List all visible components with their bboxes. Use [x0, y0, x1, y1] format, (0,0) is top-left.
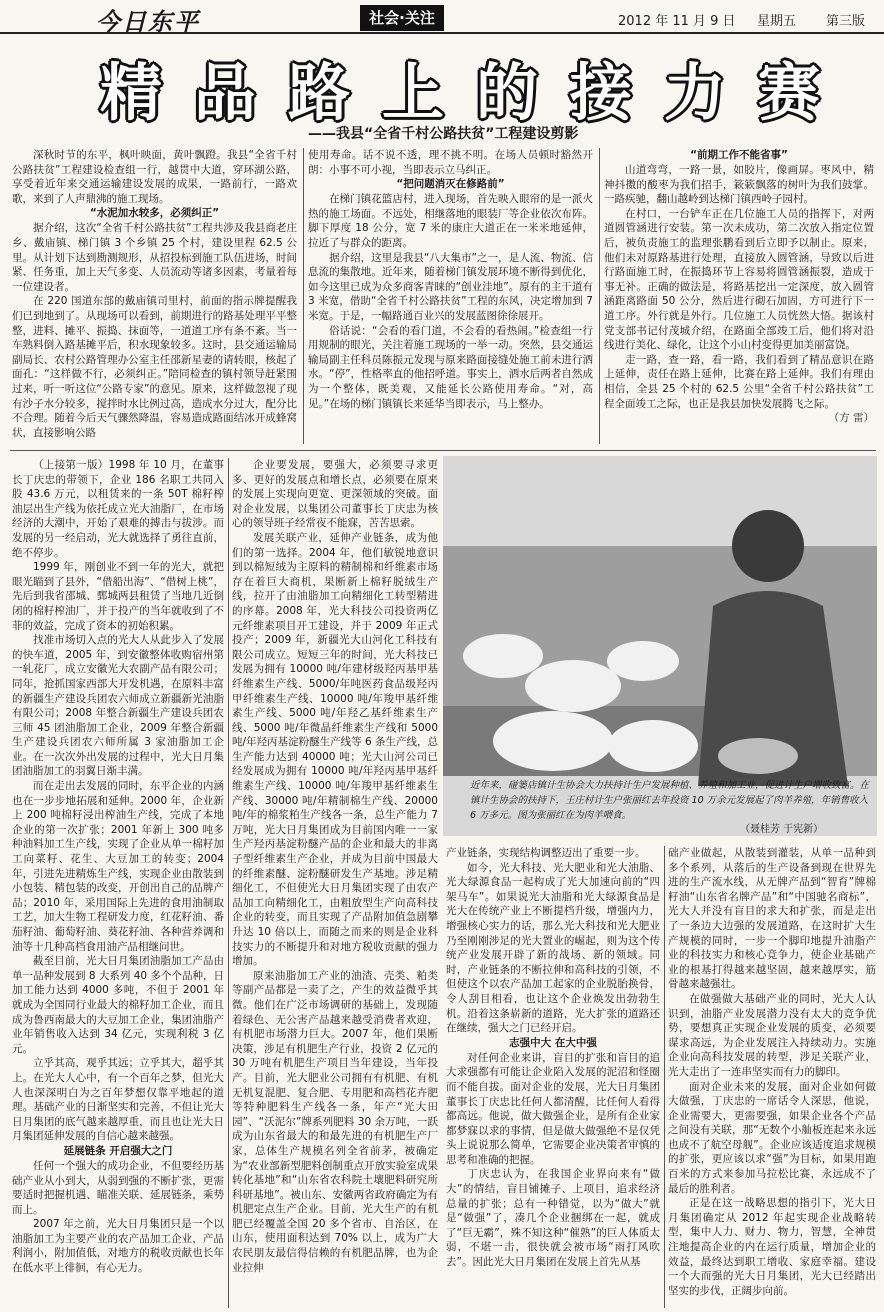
subsection-heading: 志强中大 在大中强: [509, 1036, 597, 1049]
subsection-heading: “水泥加水较多，必须纠正”: [89, 207, 220, 220]
paragraph: 找准市场切入点的光大人从此步入了发展的快车道，2005 年，到安徽整体收购宿州第一轧花厂，成立安徽光大农副产品有限公司；同年，抢抓国家西部大开发机遇，在原料丰富的新疆生产建设兵团农六师成立新疆新光油脂有限公司；2008 年整合新疆生产建设兵团农三师 45 团油脂加工企业，2009 年整合新疆生产建设兵团农六师所属 3 家油脂加工企业。在一次次外出发展的过程中，光大日月集团油脂加工的羽翼日渐丰满。: [12, 634, 224, 778]
paragraph: 据介绍，这里是我县“八大集市”之一，是人流、物流、信息流的集散地。近年来，随着梯门镇发展环境不断得到优化，如今这里已成为众多商客青睐的“创业洼地”。原有的主干道有 3 米宽，借助“全省千村公路扶贫”工程的东风，决定增加到 7 米宽。于是，一幅路通百业兴的发展蓝图徐徐展开。: [308, 251, 593, 322]
newspaper-logo: 今日东平: [96, 7, 200, 36]
photo-caption: 近年来，碰篓店镇计生协会大力扶持计生户发展种植、养殖和加工业，促进计生户增收致富。在镇计生协会的扶持下，王庄村计生户张丽红去年投资 10 万余元发展起了肉羊养殖，年销售收入 6 万多元。图为张丽红在为肉羊喂食。: [470, 780, 870, 821]
paragraph: 正是在这一战略思想的指引下，光大日月集团确定从 2012 年起实现企业战略转型，集中人力、财力、物力，智慧，全神贯注地提高企业的内在运行质量，增加企业的效益，最终达到职工增收、家庭幸福。建设一个大而强的光大日月集团，光大已经踏出坚实的步伐，正阔步向前。: [668, 1197, 876, 1297]
paragraph: 而在走出去发展的同时，东平企业的内涵也在一步步地拓展和延伸。2000 年，企业新上 200 吨棉籽浸出榨油生产线，完成了本地企业的第一次扩张；2001 年新上 300 吨多种油料加工生产线，实现了企业从单一棉籽加工向菜籽、花生、大豆加工的转变；2004 年，引进先进精炼生产线，实现企业由散装到小包装、精包装的改变，开创出自己的品牌产品；2010 年，采用国际上先进的食用油制取工艺，加大生物工程研发力度，红花籽油、番茄籽油、葡萄籽油、葵花籽油、各种营养调和油等十几种高档食用油产品相继问世。: [12, 780, 224, 953]
page-number: 第三版: [826, 14, 866, 29]
column-rule: [599, 148, 600, 444]
article-column: [668, 846, 876, 1308]
paragraph: 立乎其高，观乎其远；立乎其大，超乎其上。在光大人心中，有一个百年之梦，但光大人也深深明白为之百年梦想仅靠平地起的道理。基础产业的日渐坚实和完善，不但让光大日月集团的底气越来越厚重，而且也让光大日月集团延伸发展的自信心越来越强。: [12, 1057, 224, 1143]
paragraph: 走一路，查一路，看一路，我们看到了精品意识在路上延伸，责任在路上延伸，比赛在路上延伸。我们有理由相信，全县 25 个村的 62.5 公里“全省千村公路扶贫”工程全面竣工之际，也正是我县加快发展腾飞之际。: [604, 353, 874, 410]
paragraph: 在做强做大基础产业的同时，光大人认识到，油脂产业发展潜力没有太大的竞争优势，要想真正实现企业发展的质变，必须要谋求高远，为企业发展注入持续动力。实施企业向高科技发展的转型，涉足关联产业，光大走出了一连串坚实而有力的脚印。: [668, 992, 876, 1078]
column-rule: [664, 846, 665, 1308]
paragraph: 1999 年，刚创业不到一年的光大，就把眼光瞄到了县外，“借船出海”、“借树上桃”，先后到我省邵城、鄄城两县租赁了当地几近倒闭的棉籽榨油厂，并于投产的当年就收到了不菲的效益，完成了资本的初始积累。: [12, 561, 224, 632]
issue-weekday: 星期五: [757, 14, 797, 29]
paragraph: 发展关联产业，延伸产业链条，成为他们的第一选择。2004 年，他们敏锐地意识到以棉短绒为主原料的精制棉和纤维素市场存在着巨大商机，果断新上棉籽脱绒生产线，拉开了由油脂加工向精细化工转型精进的序幕。2008 年，光大科技公司投资两亿元纤维素项目开工建设，并于 2009 年正式投产；2009 年，新疆光大山河化工科技有限公司成立。短短三年的时间，光大科技已发展为拥有 10000 吨/年建材级羟丙基甲基纤维素生产线、5000/年吨医药食品级羟丙甲纤维素生产线、10000 吨/年羧甲基纤维素生产线、5000 吨/年羟乙基纤维素生产线、5000 吨/年微晶纤维素生产线和 5000 吨/年羟丙基淀粉醚生产线等 6 条生产线，总生产能力达到 40000 吨；光大山河公司已经发展成为拥有 10000 吨/年羟丙基甲基纤维素生产线、10000 吨/年羧甲基纤维素生产线、30000 吨/年精制棉生产线、20000 吨/年的棉浆粕生产线各一条，总生产能力 7 万吨，光大日月集团成为目前国内唯一一家生产羟丙基淀粉醚产品的企业和最大的非离子型纤维素生产企业，并成为目前中国最大的纤维素醚、淀粉醚研发生产基地。涉足精细化工，不但使光大日月集团实现了由农产品加工向精细化工，由粗放型生产向高科技企业的转变，而且实现了产品附加值急剧攀升达 10 倍以上，而随之而来的则是企业科技实力的不断提升和对地方税收贡献的强力增加。: [232, 531, 438, 968]
section-divider: [10, 450, 876, 451]
headline-char: 力: [663, 56, 726, 129]
paragraph: 在梯门镇花篮店村，进入现场，首先映入眼帘的是一派火热的施工场面。不远处，相继落地的眼装厂等企业依次布阵。脚下厚度 18 公分，宽 7 米的康庄大道正在一米米地延伸，拉近了与群众的距离。: [308, 193, 593, 249]
headline-char: 上: [381, 56, 444, 129]
headline-char: 的: [475, 56, 538, 129]
column-rule: [228, 458, 229, 1308]
paragraph: 山道弯弯，一路一景，如胶片，像画屏。枣风中，精神抖擞的酸枣为我们招手，簌簌飘落的树叶为我们鼓掌。一路疾驰，翻山越岭到达梯门镇西岭子园村。: [604, 164, 874, 206]
photo-credit: （聂桂芳 于宪新）: [740, 824, 824, 835]
article-column: [308, 148, 593, 444]
article-column: [232, 458, 438, 1308]
paragraph: 任何一个强大的成功企业，不但要经历基础产业从小到大，从弱到强的不断扩张，更需要适时把握机遇、瞄准关联、延展链条，乘势而上。: [12, 1159, 224, 1216]
article-column: [12, 458, 224, 1308]
paragraph: （上接第一版）1998 年 10 月，在董事长丁庆忠的带领下，企业 186 名职工共同入股 43.6 万元，以租赁来的一条 50T 棉籽榨油层出生产线为依托成立光大油脂厂，在市场经济的大潮中，开始了艰难的搏击与拔涉。而发展的另一经启动，光大就选择了勇往直前，绝不停步。: [12, 459, 224, 559]
paragraph: 截至目前，光大日月集团油脂加工产品由单一品种发展到 8 大系列 40 多个个品种，日加工能力达到 4000 多吨，不但于 2001 年就成为全国同行业最大的棉籽加工企业，而且成为鲁西南最大的大豆加工企业，集团油脂产业年销售收入达到 34 亿元，实现利税 3 亿元。: [12, 955, 224, 1055]
subheadline: ——我县“全省千村公路扶贫”工程建设剪影: [308, 126, 579, 142]
paragraph: 2007 年之前，光大日月集团只是一个以油脂加工为主要产业的农产品加工企业，产品利润小，附加值低，对地方的税收贡献也长年在低水平上徘徊，有心无力。: [12, 1218, 224, 1275]
headline-char: 接: [569, 56, 632, 129]
article-column: [12, 148, 297, 444]
paragraph: 丁庆忠认为，在我国企业界向来有“做大”的情结，盲目铺摊子、上项目，追求经济总量的扩张；总有一种错觉，以为“做大”就是“做强”了，凑几个企业捆绑在一起，就成了“巨无霸”，殊不知这种“催熟”的巨人体质太弱，不堪一击，很快就会被市场“雨打风吹去”。因此光大日月集团在发展上首先从基: [446, 1168, 660, 1269]
headline-char: 路: [287, 56, 350, 129]
issue-date: 2012 年 11 月 9 日: [618, 14, 736, 29]
paragraph: 如今，光大科技、光大肥业和光大油脂、光大绿源食品一起构成了光大加速向前的“四架马车”。如果说光大油脂和光大绿源食品是光大在传统产业上不断提档升级，增强内力，增强核心实力的话，那么光大科技和光大肥业乃至刚刚涉足的光大置业的崛起，则为这个传统产业发展开辟了新的战场、新的领域。同时，产业链条的不断拉伸和高科技的引领，不但使这个以农产品加工起家的企业脱胎换骨，令人刮目相看，也让这个企业焕发出勃勃生机。沿着这条崭新的道路，光大扩张的道路还在继续，强大之门已经开启。: [446, 861, 660, 1035]
paragraph: 础产业做起，从散装到灌装，从单一品种到多个系列，从落后的生产设备到现在世界先进的生产流水线，从无牌产品到“智育”牌棉籽油“山东省名牌产品”和“中国驰名商标”，光大人并没有盲目的求大和扩张，而是走出了一条边大边强的发展道路，在这时扩大生产规模的同时，一步一个脚印地提升油脂产业的科技实力和核心竞争力，使企业基础产业的根基打得越来越坚固，越来越厚实，筋骨越来越强壮。: [668, 847, 876, 991]
masthead: [0, 0, 884, 34]
headline-char: 精: [100, 56, 163, 129]
column-rule: [303, 148, 304, 444]
subsection-heading: 延展链条 开启强大之门: [63, 1144, 173, 1157]
paragraph: 在村口，一台铲车正在几位施工人员的指挥下，对两道圆管涵进行安装。第一次未成功，第二次放入指定位置后，被负责施工的监理张鹏看到后立即予以制止。原来，他们未对原路基进行处理，直接放入圆管涵，导致以后进行路面施工时，在振捣环节上容易将圆管涵振裂，造成于事无补。正确的做法是，将路基挖出一定深度，放入圆管涵距离路面 50 公分，然后进行砌石加固，方可进行下一道工序。外行就是外行。几位施工人员恍然大悟。据该村党支部书记付茂城介绍，在路面全部竣工后，他们将对沿线进行美化、绿化，让这个小山村变得更加美丽富饶。: [604, 207, 874, 352]
paragraph: 使用寿命。话不说不透，理不挑不明。在场人员顿时豁然开朗：小事不可小视，当即表示立马纠正。: [308, 149, 593, 176]
section-tag: 社会·关注: [360, 5, 444, 31]
article-column: [446, 846, 660, 1308]
article-column: [604, 148, 874, 444]
headline-char: 赛: [757, 56, 820, 129]
byline: （方 雷）: [828, 412, 874, 425]
paragraph: 对任何企业来讲，盲目的扩张和盲目的追大求强都有可能让企业陷入发展的泥沼和怪圈而不能自拔。面对企业的发展，光大日月集团董事长丁庆忠比任何人都清醒，比任何人看得都高远。他说，做大做强企业，是所有企业家都梦寐以求的事情，但是做大做强绝不是仅凭头上说说那么简单，它需要企业决策者审慎的思考和准确的把握。: [446, 1051, 660, 1166]
paragraph: 面对企业未来的发展，面对企业如何做大做强，丁庆忠的一席话令人深思，他说，企业需要大，更需要强，如果企业各个产品之间没有关联，那“无数个小舢板连起来永远也成不了航空母舰”。企业应该适度追求规模的扩张，更应该以求“强”为目标，如果用跑百米的方式来参加马拉松比赛，永远成不了最后的胜利者。: [668, 1080, 876, 1195]
paragraph: 企业要发展，要强大，必须要寻求更多、更好的发展点和增长点，必须要在原来的发展上实现向更宽、更深领域的突破。面对企业发展，以集团公司董事长丁庆忠为核心的领导班子经常夜不能寐，苦苦思索。: [232, 459, 438, 530]
paragraph: 据介绍，这次“全省千村公路扶贫”工程共涉及我县商老庄乡、戴庙镇、梯门镇 3 个乡镇 25 个村，建设里程 62.5 公里。从计划下达到勘测规形，从招投标到施工队伍进场，时间紧、任务重，加上天气多变、人员流动等诸多因素，考量着每一位建设者。: [12, 222, 297, 293]
paragraph: 在 220 国道东部的戴庙镇司里村，前面的指示牌提醒我们已到地到了。从现场可以看到，前期进行的路基处理平平整整，进料、摊平、振捣、抹面等，一道道工序有条不紊。当一车熟料倒入路基摊平后，积水现象较多。这时，县交通运输局副局长、农村公路管理办公室主任邵新星妻的请转眼，核起了面孔：“这样做不行，必须纠正。”陪同检查的镇村领导赶紧围过来，听一听这位“公路专家”的意见。原来，这样做忽视了现有沙子水分较多，搅拌时水比例过高，造成水分过大，配分比不合理。随着今后天气骤然降温，容易造成路面结冰开成蜂窝状，直接影响公路: [12, 295, 297, 439]
headline: [100, 58, 820, 128]
paragraph: 产业链条，实现结构调整迈出了重要一步。: [446, 847, 646, 859]
subsection-heading: “把问题消灭在修路前”: [396, 178, 505, 191]
headline-char: 品: [193, 56, 256, 129]
paragraph: 俗话说：“会看的看门道，不会看的看热闹。”检查组一行用规制的眼光，关注着施工现场的一举一动。突然，县交通运输局副主任科员陈振元发现与原来路面接缝处施工前未进行洒水。“停”，性格率直的他招呼道。事实上，洒水后两者自然成为一个整体，既美观，又能延长公路使用寿命。“对，高见。”在场的梯门镇镇长来延华当即表示，马上整办。: [308, 324, 593, 410]
paragraph: 深秋时节的东平，枫叶映面，黄叶飘蹬。我县“全省千村公路扶贫”工程建设检查组一行，越贯中大道，穿环湖公路，享受着近年来交通运输建设发展的成果，一路前行，一路欢歌，来到了人声鼎沸的施工现场。: [12, 149, 297, 205]
paragraph: 原来油脂加工产业的油渣、壳类、粕类等副产品都是一卖了之，产生的效益微乎其微。他们在广泛市场调研的基础上，发现随着绿色、无公害产品越来越受消费者欢迎，有机肥市场潜力巨大。2007 年，他们果断决策，涉足有机肥生产行业，投资 2 亿元的 30 万吨有机肥生产项目当年建设，当年投产。目前，光大肥业公司拥有有机肥、有机无机复混肥、复合肥、专用肥和高档花卉肥等特种肥料生产线各一条，年产“光大田园”、“沃泥尔”牌系列肥料 30 余万吨，一跃成为山东省最大的和最先进的有机肥生产厂家，总体生产规模名列全省前茅，被确定为“农业部新型肥料创制重点开放实验室成果转化基地”和“山东省农科院土壤肥料研究所科研基地”。被山东、安徽两省政府确定为有机肥定点生产企业。目前，光大生产的有机肥已经覆盖全国 20 多个省市、自治区，在山东，使用面积达到 70% 以上，成为广大农民朋友最信得信赖的有机肥品牌，也为企业拉伸: [232, 969, 438, 1274]
subsection-heading: “前期工作不能省事”: [690, 149, 788, 161]
